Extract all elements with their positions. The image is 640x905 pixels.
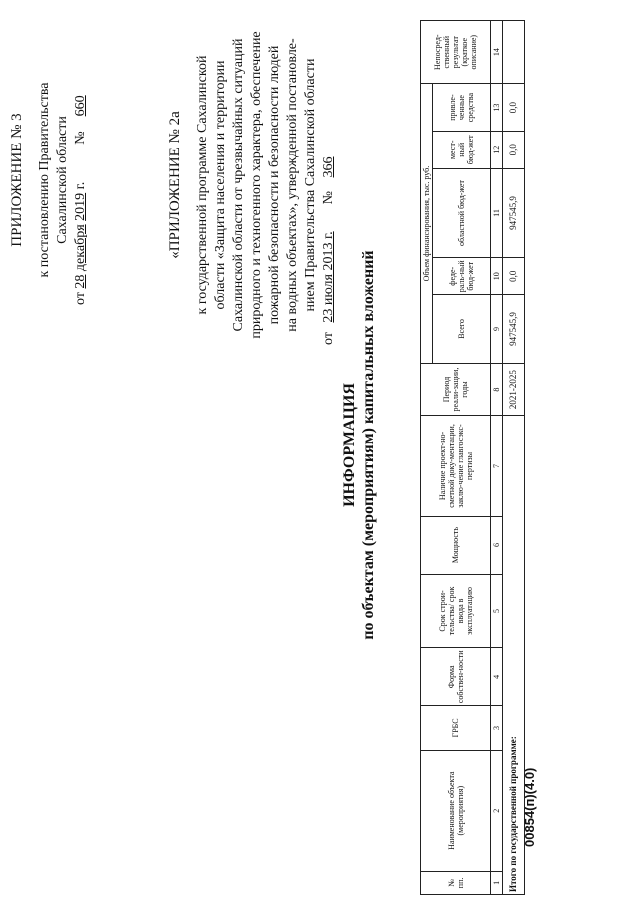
- total-result: [503, 21, 525, 84]
- header-cell: ГРБС: [421, 706, 491, 750]
- header-cell: Форма собствен-ности: [421, 648, 491, 706]
- column-number: 3: [491, 706, 503, 750]
- column-number: 5: [491, 574, 503, 648]
- appendix-2a-line: природного и техногенного характера, обеспечение: [249, 31, 264, 339]
- total-period: 2021-2025: [503, 363, 525, 416]
- total-federal: 0,0: [503, 258, 525, 295]
- capital-investments-table: [420, 20, 525, 895]
- appendix-3-header: [8, 15, 90, 345]
- date-year: 2019: [73, 192, 88, 221]
- appendix-2a-line: пожарной безопасности и безопасности людей: [267, 45, 282, 325]
- column-number: 12: [491, 131, 503, 168]
- header-cell: Срок строи-тельства/ срок ввода в эксплуатацию: [421, 574, 491, 648]
- date-year-suffix: г.: [73, 181, 88, 190]
- total-regional: 947545,9: [503, 168, 525, 258]
- date-value: 23 июля 2013 г.: [321, 231, 336, 323]
- number-prefix: №: [73, 131, 88, 145]
- header-row: [421, 21, 433, 895]
- info-title: ИНФОРМАЦИЯ: [341, 383, 358, 507]
- total-all: 947545,9: [503, 295, 525, 364]
- appendix-2a-date-line: [320, 5, 338, 365]
- column-number: 9: [491, 295, 503, 364]
- document-code: 00854(п)(4.0): [522, 767, 537, 847]
- column-number: 11: [491, 168, 503, 258]
- order-number: 660: [73, 95, 88, 117]
- info-subtitle: по объектам (мероприятиям) капитальных вложений: [360, 250, 377, 640]
- header-cell: Период реали-зации, годы: [421, 363, 491, 416]
- total-local: 0,0: [503, 131, 525, 168]
- appendix-2a-header: [166, 5, 338, 365]
- header-cell: Мощность: [421, 516, 491, 574]
- column-number: 2: [491, 750, 503, 871]
- appendix-2a-line: к государственной программе Сахалинской: [195, 55, 210, 315]
- appendix-3-line1: к постановлению Правительства: [37, 82, 52, 278]
- appendix-2a-line: Сахалинской области от чрезвычайных ситуаций: [231, 38, 246, 332]
- date-month: декабря: [73, 224, 88, 272]
- date-prefix: от: [321, 332, 336, 345]
- header-cell-funding-group: Объем финансирования, тыс. руб.: [421, 84, 433, 363]
- total-attracted: 0,0: [503, 84, 525, 131]
- appendix-2a-line: нием Правительства Сахалинской области: [303, 58, 318, 312]
- header-cell: привле-ченные средства: [433, 84, 491, 131]
- header-cell: Наличие проект-но-сметной доку-ментации, заклю-чение главгосэкс-пертизы: [421, 416, 491, 516]
- column-number: 7: [491, 416, 503, 516]
- header-cell: № пп.: [421, 871, 491, 894]
- appendix-3-title: ПРИЛОЖЕНИЕ № 3: [9, 113, 25, 247]
- info-heading: [340, 185, 378, 705]
- header-cell: феде-раль-ный бюд-жет: [433, 258, 491, 295]
- header-cell: Всего: [433, 295, 491, 364]
- date-day: 28: [73, 274, 88, 289]
- header-cell: Наименование объекта (мероприятия): [421, 750, 491, 871]
- column-number: 6: [491, 516, 503, 574]
- header-cell: мест-ный бюд-жет: [433, 131, 491, 168]
- header-cell: областной бюд-жет: [433, 168, 491, 258]
- column-number: 1: [491, 871, 503, 894]
- appendix-3-date-line: [72, 15, 90, 345]
- column-number: 13: [491, 84, 503, 131]
- appendix-3-line2: Сахалинской области: [55, 116, 70, 244]
- date-prefix: от: [73, 292, 88, 305]
- number-prefix: №: [321, 191, 336, 205]
- column-number: 10: [491, 258, 503, 295]
- program-number: 366: [321, 156, 336, 178]
- column-number-row: [491, 21, 503, 895]
- total-row: [503, 21, 525, 895]
- appendix-2a-line: области «Защита населения и территории: [213, 60, 228, 310]
- appendix-2a-line: на водных объектах», утвержденной постановле-: [285, 38, 300, 332]
- column-number: 4: [491, 648, 503, 706]
- total-label: Итого по государственной программе:: [503, 416, 525, 895]
- column-number: 8: [491, 363, 503, 416]
- header-cell: Непосред-ственный результат (краткое описание): [421, 21, 491, 84]
- column-number: 14: [491, 21, 503, 84]
- appendix-2a-title: «ПРИЛОЖЕНИЕ № 2а: [167, 111, 183, 259]
